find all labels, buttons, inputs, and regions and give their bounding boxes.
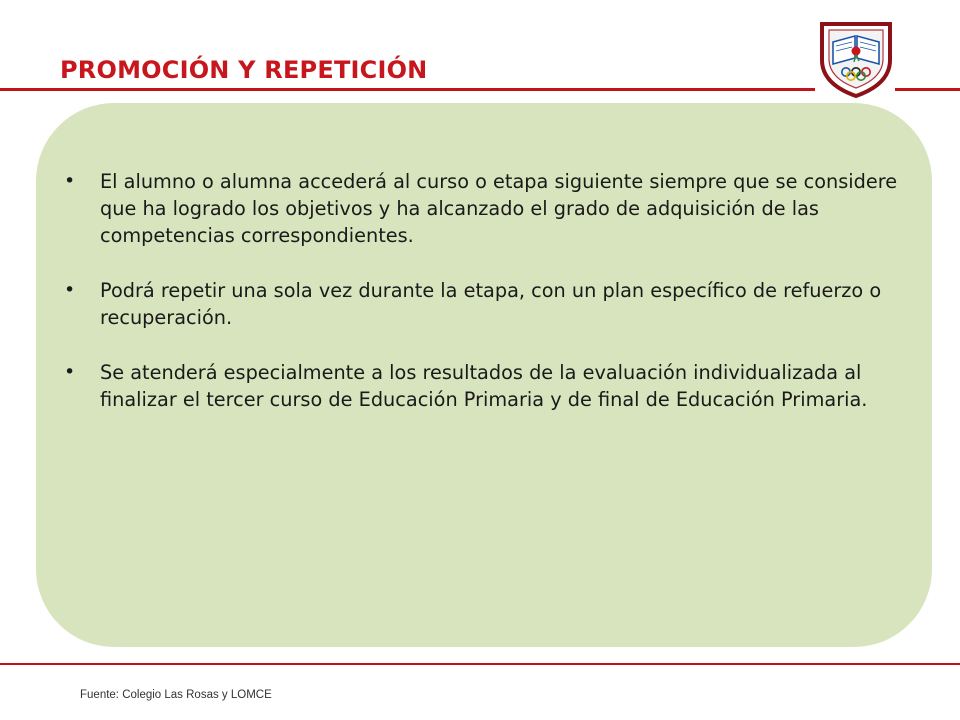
bullet-point-icon: • [64, 279, 76, 301]
bullet-list [60, 168, 910, 441]
header-rule-right [895, 88, 960, 91]
school-crest-icon [818, 20, 894, 98]
bullet-text: Se atenderá especialmente a los resultados de la evaluación individualizada al finalizar el tercer curso de Educación Primaria y de final de Educación Primaria. [100, 361, 868, 411]
footer-rule [0, 663, 960, 665]
list-item [60, 359, 910, 413]
list-item [60, 277, 910, 331]
header-rule-left [0, 88, 815, 91]
slide-title: PROMOCIÓN Y REPETICIÓN [60, 56, 428, 84]
list-item [60, 168, 910, 249]
bullet-text: Podrá repetir una sola vez durante la etapa, con un plan específico de refuerzo o recuperación. [100, 279, 882, 329]
source-footnote: Fuente: Colegio Las Rosas y LOMCE [80, 689, 272, 701]
bullet-point-icon: • [64, 361, 76, 383]
bullet-text: El alumno o alumna accederá al curso o etapa siguiente siempre que se considere que ha logrado los objetivos y ha alcanzado el grado de adquisición de las competencias correspondientes. [100, 170, 898, 247]
bullet-point-icon: • [64, 170, 76, 192]
